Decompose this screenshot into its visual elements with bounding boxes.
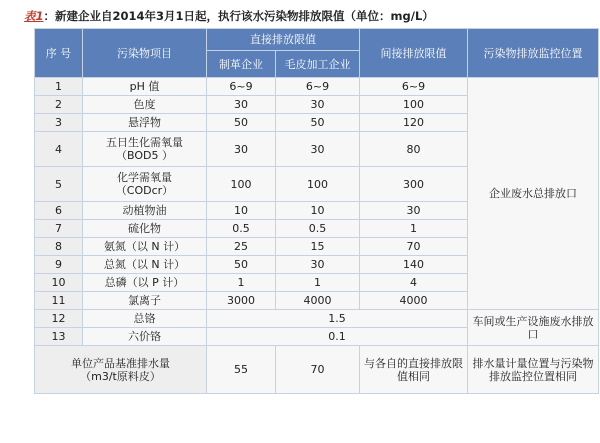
row-item-line2: （BOD5 ） [116, 149, 173, 162]
discharge-indirect-value: 与各自的直接排放限值相同 [360, 346, 468, 394]
row-fur-value: 1 [276, 274, 360, 292]
table-row [35, 78, 599, 96]
row-indirect-value: 300 [360, 167, 468, 202]
row-item: 氯离子 [83, 292, 207, 310]
row-tanning-value: 6~9 [207, 78, 276, 96]
discharge-monitor-location: 排水量计量位置与污染物排放监控位置相同 [468, 346, 599, 394]
row-item: 色度 [83, 96, 207, 114]
row-number: 2 [35, 96, 83, 114]
row-item-line2: （CODcr） [115, 184, 174, 197]
header-direct: 直接排放限值 [207, 29, 360, 51]
discharge-item-line2: （m3/t原料皮） [80, 369, 161, 383]
monitor-location-chrome: 车间或生产设施废水排放口 [468, 310, 599, 346]
row-item: 硫化物 [83, 220, 207, 238]
row-indirect-value: 1 [360, 220, 468, 238]
header-seq: 序 号 [35, 29, 83, 78]
row-item [83, 132, 207, 167]
row-indirect-value: 100 [360, 96, 468, 114]
row-fur-value: 4000 [276, 292, 360, 310]
row-number: 3 [35, 114, 83, 132]
table-caption [24, 6, 434, 26]
header-tanning: 制革企业 [207, 51, 276, 78]
row-fur-value: 6~9 [276, 78, 360, 96]
row-fur-value: 30 [276, 132, 360, 167]
row-item: 氨氮（以 N 计） [83, 238, 207, 256]
row-fur-value: 30 [276, 256, 360, 274]
row-number: 1 [35, 78, 83, 96]
row-fur-value: 15 [276, 238, 360, 256]
row-tanning-value: 30 [207, 96, 276, 114]
row-fur-value: 10 [276, 202, 360, 220]
row-merged-value: 1.5 [207, 310, 468, 328]
row-tanning-value: 3000 [207, 292, 276, 310]
row-fur-value: 100 [276, 167, 360, 202]
row-tanning-value: 30 [207, 132, 276, 167]
header-item: 污染物项目 [83, 29, 207, 78]
row-number: 4 [35, 132, 83, 167]
row-number: 11 [35, 292, 83, 310]
header-monitor: 污染物排放监控位置 [468, 29, 599, 78]
row-indirect-value: 80 [360, 132, 468, 167]
row-fur-value: 0.5 [276, 220, 360, 238]
row-number: 10 [35, 274, 83, 292]
discharge-item-line1: 单位产品基准排水量 [71, 356, 170, 370]
row-tanning-value: 0.5 [207, 220, 276, 238]
row-tanning-value: 100 [207, 167, 276, 202]
row-number: 13 [35, 328, 83, 346]
row-tanning-value: 50 [207, 256, 276, 274]
row-merged-value: 0.1 [207, 328, 468, 346]
row-item: 总氮（以 N 计） [83, 256, 207, 274]
header-fur: 毛皮加工企业 [276, 51, 360, 78]
row-indirect-value: 6~9 [360, 78, 468, 96]
row-fur-value: 30 [276, 96, 360, 114]
row-item: 总磷（以 P 计） [83, 274, 207, 292]
row-number: 5 [35, 167, 83, 202]
row-indirect-value: 4000 [360, 292, 468, 310]
row-tanning-value: 50 [207, 114, 276, 132]
row-item: pH 值 [83, 78, 207, 96]
row-indirect-value: 30 [360, 202, 468, 220]
monitor-location-main: 企业废水总排放口 [468, 78, 599, 310]
caption-text: ：新建企业自2014年3月1日起，执行该水污染物排放限值（单位：mg/L） [43, 9, 434, 23]
table-row [35, 310, 599, 328]
emission-limits-table [34, 28, 599, 394]
row-number: 7 [35, 220, 83, 238]
discharge-item [35, 346, 207, 394]
row-indirect-value: 4 [360, 274, 468, 292]
header-indirect: 间接排放限值 [360, 29, 468, 78]
row-number: 9 [35, 256, 83, 274]
row-item [83, 167, 207, 202]
row-number: 12 [35, 310, 83, 328]
row-fur-value: 50 [276, 114, 360, 132]
table-row-discharge [35, 346, 599, 394]
row-item: 悬浮物 [83, 114, 207, 132]
row-item: 动植物油 [83, 202, 207, 220]
row-item-line1: 化学需氧量 [117, 171, 172, 184]
row-tanning-value: 10 [207, 202, 276, 220]
row-number: 8 [35, 238, 83, 256]
row-number: 6 [35, 202, 83, 220]
discharge-fur-value: 70 [276, 346, 360, 394]
row-indirect-value: 70 [360, 238, 468, 256]
discharge-tanning-value: 55 [207, 346, 276, 394]
row-item: 总铬 [83, 310, 207, 328]
row-item-line1: 五日生化需氧量 [106, 136, 183, 149]
row-tanning-value: 25 [207, 238, 276, 256]
caption-label: 表1 [24, 9, 44, 23]
row-indirect-value: 120 [360, 114, 468, 132]
row-tanning-value: 1 [207, 274, 276, 292]
row-indirect-value: 140 [360, 256, 468, 274]
row-item: 六价铬 [83, 328, 207, 346]
